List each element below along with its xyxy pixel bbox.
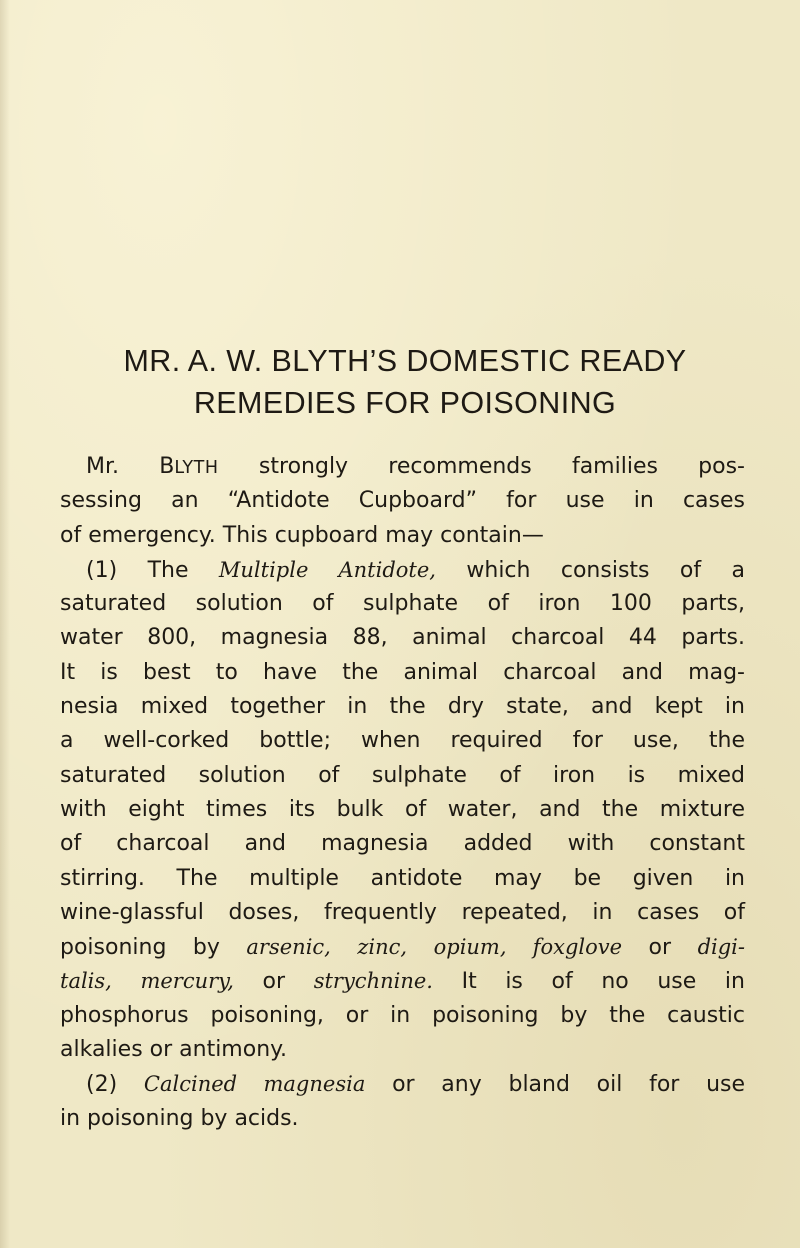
italic-digi: digi-	[697, 935, 745, 960]
intro-blyth-smallcaps: LYTH	[174, 458, 219, 478]
item1-line-1-text: which consists of a	[435, 557, 745, 583]
item1-number: (1) The	[86, 557, 219, 583]
item1-line-7: saturated solution of sulphate of iron is mixed	[60, 762, 745, 788]
item2-line-1	[60, 1067, 745, 1101]
item1-line-10: stirring. The multiple antidote may be given in	[60, 865, 745, 891]
item1-line-13-or: or	[233, 969, 314, 995]
item1-line-6: a well-corked bottle; when required for use, the	[60, 728, 745, 754]
item1-line-1	[60, 553, 745, 587]
item1-italic-multiple-antidote: Multiple Antidote,	[218, 557, 436, 582]
intro-line-2: sessing an “Antidote Cupboard” for use in cases	[60, 488, 745, 514]
intro-line-1	[60, 450, 745, 484]
item1-line-5: nesia mixed together in the dry state, and kept in	[60, 694, 745, 720]
item1-line-12-or: or	[622, 935, 698, 961]
italic-strychnine: strychnine.	[313, 969, 433, 994]
item1-line-12	[60, 930, 745, 964]
item2-number: (2)	[86, 1072, 144, 1098]
italic-calcined-magnesia: Calcined magnesia	[143, 1072, 366, 1097]
item1-line-9: of charcoal and magnesia added with constant	[60, 831, 745, 857]
intro-mr: Mr.	[86, 454, 119, 479]
item1-line-13	[60, 964, 745, 998]
italic-arsenic: arsenic,	[246, 935, 331, 960]
item1-line-11: wine-glassful doses, frequently repeated, in cases of	[60, 899, 745, 925]
item1-line-15: alkalies or antimony.	[60, 1037, 288, 1063]
item2-line-2: in poisoning by acids.	[60, 1105, 299, 1131]
item2-line-1-text: or any bland oil for use	[365, 1072, 746, 1098]
body-text	[60, 450, 745, 1136]
item1-line-2: saturated solution of sulphate of iron 100 parts,	[60, 591, 745, 617]
italic-zinc: zinc,	[357, 935, 408, 960]
item1-line-3: water 800, magnesia 88, animal charcoal 44 parts.	[60, 625, 745, 651]
item1-line-12-text: poisoning by	[60, 935, 247, 961]
item1-line-4: It is best to have the animal charcoal and mag-	[60, 659, 745, 685]
italic-opium-foxglove: opium, foxglove	[433, 935, 623, 960]
page-edge-shadow	[0, 0, 10, 1248]
title-line-2: REMEDIES FOR POISONING	[193, 386, 617, 420]
title-line-1: MR. A. W. BLYTH’S DOMESTIC READY	[123, 344, 687, 378]
intro-line-3: of emergency. This cupboard may contain—	[60, 522, 544, 548]
intro-blyth-initial: B	[159, 454, 175, 479]
item1-line-13-text: It is of no use in	[432, 969, 745, 995]
page-title	[60, 340, 750, 424]
item1-line-8: with eight times its bulk of water, and the mixture	[60, 796, 745, 822]
italic-mercury: mercury,	[140, 969, 234, 994]
item1-line-14: phosphorus poisoning, or in poisoning by the caustic	[60, 1002, 745, 1028]
italic-talis: talis,	[60, 969, 112, 994]
intro-line-1-text: strongly recommends families pos-	[218, 454, 745, 479]
